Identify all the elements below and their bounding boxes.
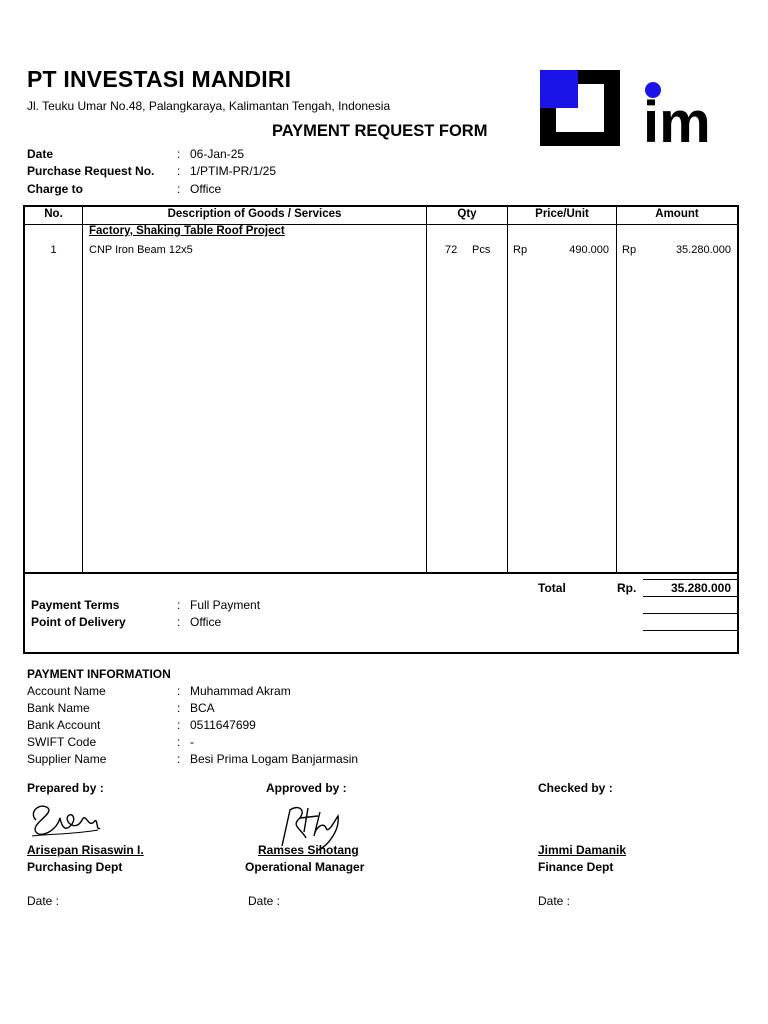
header-no: No. <box>44 208 63 220</box>
colon: : <box>177 615 181 629</box>
row-no: 1 <box>50 244 57 256</box>
total-currency: Rp. <box>617 581 637 595</box>
pr-label: Purchase Request No. <box>27 164 155 178</box>
account-name-label: Account Name <box>27 684 106 698</box>
col-divider <box>426 207 427 572</box>
header-description: Description of Goods / Services <box>167 208 342 220</box>
approved-dept: Operational Manager <box>245 860 365 874</box>
payment-info-title: PAYMENT INFORMATION <box>27 667 171 681</box>
row-description: CNP Iron Beam 12x5 <box>89 244 193 256</box>
prepared-signature <box>26 798 106 846</box>
bank-account-label: Bank Account <box>27 718 101 732</box>
colon: : <box>177 598 181 612</box>
col-divider <box>507 207 508 572</box>
bank-account-value: 0511647699 <box>190 718 256 732</box>
row-price-currency: Rp <box>513 244 528 256</box>
total-line <box>643 613 737 614</box>
project-title: Factory, Shaking Table Roof Project <box>89 225 285 237</box>
total-line <box>643 630 737 631</box>
supplier-label: Supplier Name <box>27 752 107 766</box>
swift-value: - <box>190 735 194 749</box>
items-table <box>23 205 739 654</box>
approved-name: Ramses Sihotang <box>258 843 359 857</box>
row-price: 490.000 <box>569 244 609 256</box>
pr-value: 1/PTIM-PR/1/25 <box>190 164 277 178</box>
logo-frame-top <box>578 70 620 84</box>
prepared-name: Arisepan Risaswin I. <box>27 843 144 857</box>
delivery-label: Point of Delivery <box>31 615 126 629</box>
row-amount: 35.280.000 <box>675 244 731 256</box>
total-label: Total <box>538 581 566 595</box>
form-title: PAYMENT REQUEST FORM <box>272 122 488 140</box>
total-value: 35.280.000 <box>670 581 731 595</box>
logo-im-text: im <box>643 90 711 146</box>
charge-value: Office <box>190 182 222 196</box>
col-divider <box>616 207 617 572</box>
approved-date-label: Date : <box>248 894 281 908</box>
colon: : <box>177 735 181 749</box>
terms-label: Payment Terms <box>31 598 120 612</box>
charge-label: Charge to <box>27 182 84 196</box>
colon: : <box>177 752 181 766</box>
total-line <box>643 596 737 597</box>
colon: : <box>177 182 181 196</box>
header-qty: Qty <box>457 208 477 220</box>
body-divider <box>25 572 737 574</box>
company-logo <box>540 70 730 146</box>
total-line-top <box>643 579 737 580</box>
prepared-dept: Purchasing Dept <box>27 860 123 874</box>
approved-by-label: Approved by : <box>266 781 347 795</box>
delivery-value: Office <box>190 615 222 629</box>
checked-dept: Finance Dept <box>538 860 614 874</box>
bank-name-label: Bank Name <box>27 701 90 715</box>
header-amount: Amount <box>655 208 699 220</box>
row-amount-currency: Rp <box>622 244 637 256</box>
date-value: 06-Jan-25 <box>190 147 245 161</box>
checked-date-label: Date : <box>538 894 571 908</box>
colon: : <box>177 718 181 732</box>
row-qty: 72 <box>445 244 458 256</box>
checked-name: Jimmi Damanik <box>538 843 627 857</box>
colon: : <box>177 164 181 178</box>
header-price: Price/Unit <box>535 208 589 220</box>
col-divider <box>82 207 83 572</box>
date-label: Date <box>27 147 54 161</box>
terms-value: Full Payment <box>190 598 261 612</box>
colon: : <box>177 701 181 715</box>
checked-by-label: Checked by : <box>538 781 613 795</box>
colon: : <box>177 147 181 161</box>
logo-inner-square <box>556 84 578 108</box>
company-address: Jl. Teuku Umar No.48, Palangkaraya, Kalimantan Tengah, Indonesia <box>27 99 391 113</box>
colon: : <box>177 684 181 698</box>
row-unit: Pcs <box>472 244 491 256</box>
bank-name-value: BCA <box>190 701 215 715</box>
supplier-value: Besi Prima Logam Banjarmasin <box>190 752 359 766</box>
prepared-by-label: Prepared by : <box>27 781 104 795</box>
account-name-value: Muhammad Akram <box>190 684 291 698</box>
prepared-date-label: Date : <box>27 894 60 908</box>
swift-label: SWIFT Code <box>27 735 97 749</box>
company-name: PT INVESTASI MANDIRI <box>27 66 292 92</box>
